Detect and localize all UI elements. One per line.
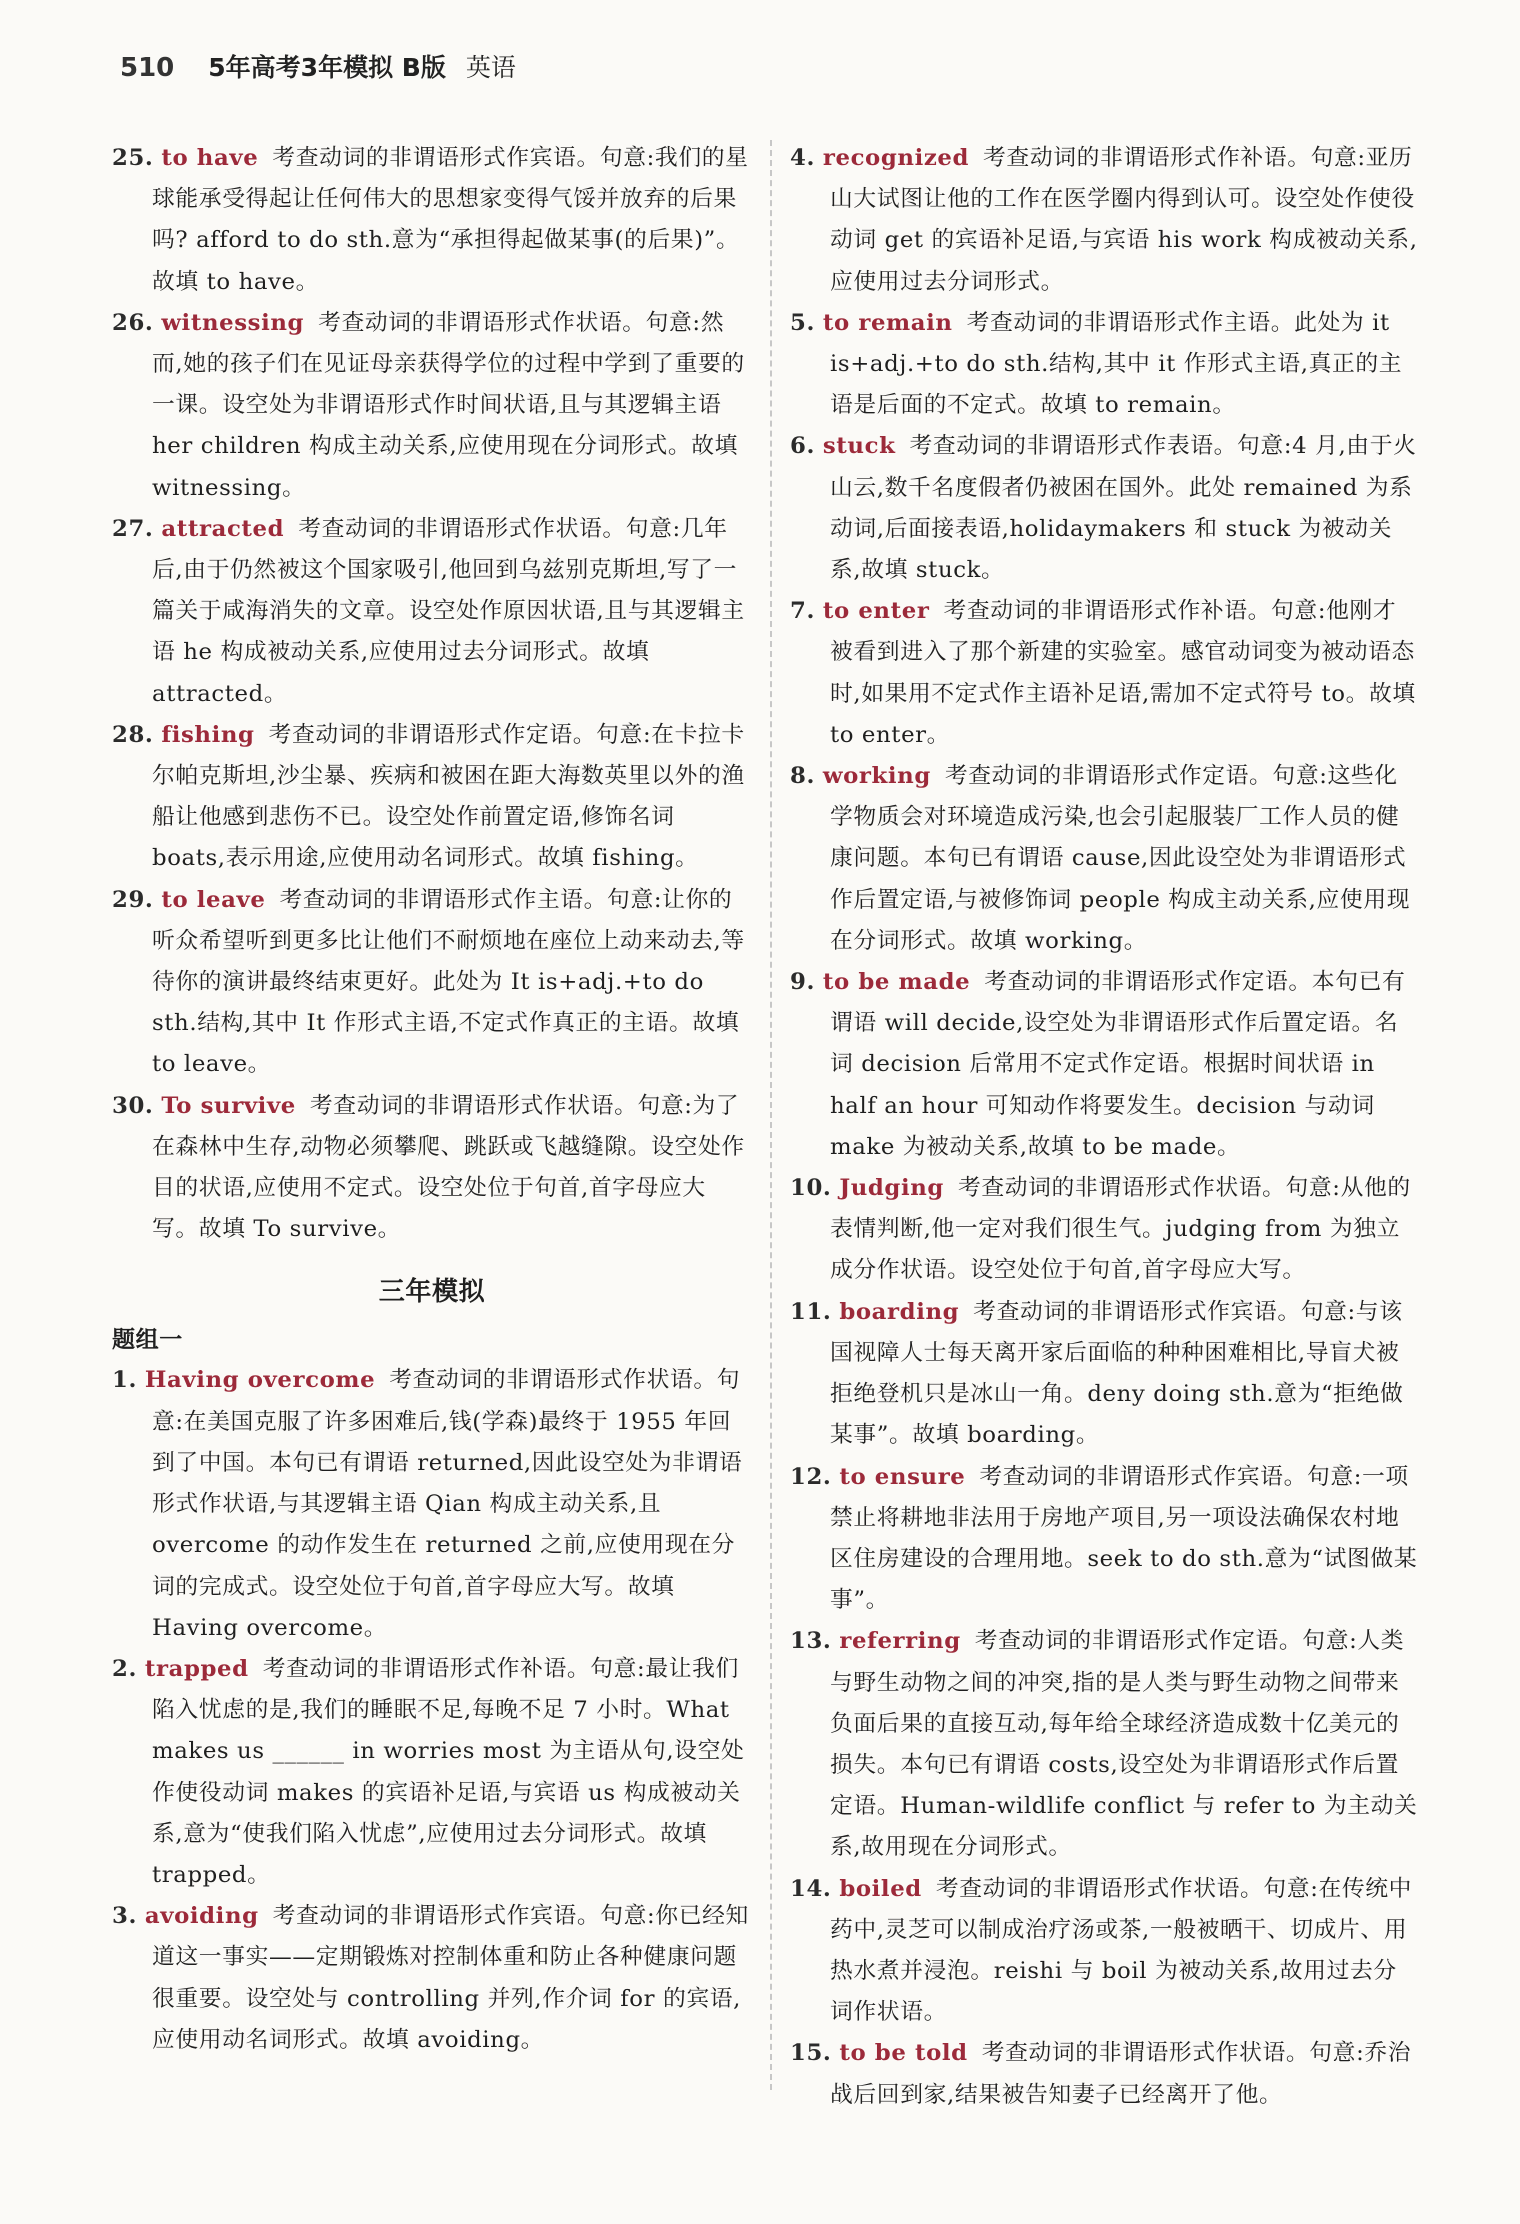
answer-item bbox=[112, 1896, 752, 2061]
answer-item bbox=[112, 509, 752, 715]
answer-item bbox=[112, 138, 752, 303]
answer-item bbox=[790, 962, 1418, 1168]
group-title: 题组一 bbox=[112, 1327, 183, 1354]
item-number: 30. bbox=[112, 1092, 154, 1119]
item-number: 13. bbox=[790, 1628, 832, 1655]
item-number: 28. bbox=[112, 721, 154, 748]
book-subject: 英语 bbox=[465, 53, 516, 82]
item-number: 3. bbox=[112, 1903, 137, 1930]
item-answer: to ensure bbox=[839, 1463, 966, 1490]
item-explanation: 考查动词的非谓语形式作表语。句意:4 月,由于火山云,数千名度假者仍被困在国外。此处 remained 为系动词,后面接表语,holidaymakers 和 stuck 为被动关系,故填 stuck。 bbox=[830, 433, 1417, 584]
item-explanation: 考查动词的非谓语形式作定语。句意:人类与野生动物之间的冲突,指的是人类与野生动物之间带来负面后果的直接互动,每年给全球经济造成数十亿美元的损失。本句已有谓语 costs,设空处为非谓语形式作后置定语。Human-wildlife conflict 与 refer to 为主动关系,故用现在分词形式。 bbox=[830, 1628, 1418, 1861]
item-explanation: 考查动词的非谓语形式作定语。句意:在卡拉卡尔帕克斯坦,沙尘暴、疾病和被困在距大海数英里以外的渔船让他感到悲伤不已。设空处作前置定语,修饰名词 boats,表示用途,应使用动名词形式。故填 fishing。 bbox=[152, 721, 745, 872]
item-answer: referring bbox=[839, 1628, 961, 1655]
item-explanation: 考查动词的非谓语形式作状语。句意:然而,她的孩子们在见证母亲获得学位的过程中学到了重要的一课。设空处为非谓语形式作时间状语,且与其逻辑主语 her children 构成主动关系,应使用现在分词形式。故填 witnessing。 bbox=[152, 309, 745, 501]
item-answer: avoiding bbox=[144, 1903, 259, 1930]
item-explanation: 考查动词的非谓语形式作状语。句意:在传统中药中,灵芝可以制成治疗汤或茶,一般被晒干、切成片、用热水煮并浸泡。reishi 与 boil 为被动关系,故用过去分词作状语。 bbox=[830, 1875, 1413, 2026]
answer-item bbox=[790, 591, 1418, 756]
answer-item bbox=[790, 1621, 1418, 1868]
answer-list-left bbox=[112, 138, 752, 1250]
item-explanation: 考查动词的非谓语形式作补语。句意:亚历山大试图让他的工作在医学圈内得到认可。设空处作使役动词 get 的宾语补足语,与宾语 his work 构成被动关系,应使用过去分词形式。 bbox=[830, 145, 1418, 295]
left-column bbox=[112, 138, 752, 2061]
answer-item bbox=[112, 1649, 752, 1896]
item-answer: working bbox=[822, 763, 931, 790]
answer-item bbox=[790, 756, 1418, 962]
item-explanation: 考查动词的非谓语形式作宾语。句意:与该国视障人士每天离开家后面临的种种困难相比,导盲犬被拒绝登机只是冰山一角。deny doing sth.意为“拒绝做某事”。故填 boarding。 bbox=[830, 1298, 1404, 1449]
answer-item bbox=[790, 426, 1418, 591]
answer-item bbox=[112, 303, 752, 509]
item-answer: to leave bbox=[161, 886, 266, 913]
item-number: 25. bbox=[112, 145, 154, 171]
item-answer: trapped bbox=[144, 1655, 249, 1682]
item-explanation: 考查动词的非谓语形式作宾语。句意:你已经知道这一事实——定期锻炼对控制体重和防止各种健康问题很重要。设空处与 controlling 并列,作介词 for 的宾语,应使用动名词形式。故填 avoiding。 bbox=[152, 1903, 749, 2053]
item-answer: To survive bbox=[161, 1092, 296, 1119]
answer-item bbox=[112, 880, 752, 1086]
item-explanation: 考查动词的非谓语形式作定语。句意:这些化学物质会对环境造成污染,也会引起服装厂工作人员的健康问题。本句已有谓语 cause,因此设空处为非谓语形式作后置定语,与被修饰词 people 构成主动关系,应使用现在分词形式。故填 working。 bbox=[830, 763, 1411, 954]
item-explanation: 考查动词的非谓语形式作状语。句意:乔治战后回到家,结果被告知妻子已经离开了他。 bbox=[830, 2040, 1412, 2108]
item-explanation: 考查动词的非谓语形式作宾语。句意:我们的星球能承受得起让任何伟大的思想家变得气馁并放弃的后果吗? afford to do sth.意为“承担得起做某事(的后果)”。故填 to have。 bbox=[152, 145, 749, 295]
right-column bbox=[790, 138, 1418, 2116]
item-answer: Having overcome bbox=[144, 1367, 376, 1394]
answer-item bbox=[790, 1292, 1418, 1457]
answer-item bbox=[790, 1457, 1418, 1622]
answer-item bbox=[790, 303, 1418, 427]
item-number: 15. bbox=[790, 2040, 832, 2067]
item-explanation: 考查动词的非谓语形式作宾语。句意:一项禁止将耕地非法用于房地产项目,另一项设法确保农村地区住房建设的合理用地。seek to do sth.意为“试图做某事”。 bbox=[830, 1463, 1418, 1614]
item-number: 10. bbox=[790, 1175, 832, 1202]
item-number: 4. bbox=[790, 145, 815, 171]
item-answer: to have bbox=[161, 145, 259, 171]
answer-item bbox=[790, 1869, 1418, 2034]
column-divider bbox=[770, 140, 772, 2090]
item-answer: boiled bbox=[839, 1875, 922, 1902]
item-number: 1. bbox=[112, 1367, 137, 1394]
answer-item bbox=[112, 1086, 752, 1251]
item-answer: attracted bbox=[161, 515, 285, 542]
answer-list-right bbox=[790, 138, 1418, 2116]
item-number: 26. bbox=[112, 309, 154, 336]
page-number: 510 bbox=[120, 53, 175, 83]
item-number: 29. bbox=[112, 886, 154, 913]
item-answer: boarding bbox=[839, 1298, 960, 1325]
answer-item bbox=[112, 1360, 752, 1648]
item-answer: witnessing bbox=[161, 309, 305, 336]
item-explanation: 考查动词的非谓语形式作主语。句意:让你的听众希望听到更多比让他们不耐烦地在座位上动来动去,等待你的演讲最终结束更好。此处为 It is+adj.+to do sth.结构,其中 It 作形式主语,不定式作真正的主语。故填 to leave。 bbox=[152, 886, 745, 1078]
item-answer: recognized bbox=[822, 145, 970, 171]
item-number: 6. bbox=[790, 433, 815, 460]
item-answer: stuck bbox=[822, 433, 896, 460]
answer-item bbox=[112, 715, 752, 880]
item-explanation: 考查动词的非谓语形式作状语。句意:从他的表情判断,他一定对我们很生气。judging from 为独立成分作状语。设空处位于句首,首字母应大写。 bbox=[830, 1175, 1411, 1284]
item-explanation: 考查动词的非谓语形式作定语。本句已有谓语 will decide,设空处为非谓语形式作后置定语。名词 decision 后常用不定式作定语。根据时间状语 in half an hour 可知动作将要发生。decision 与动词 make 为被动关系,故填 to be made。 bbox=[830, 969, 1406, 1160]
item-explanation: 考查动词的非谓语形式作状语。句意:几年后,由于仍然被这个国家吸引,他回到乌兹别克斯坦,写了一篇关于咸海消失的文章。设空处作原因状语,且与其逻辑主语 he 构成被动关系,应使用过去分词形式。故填 attracted。 bbox=[152, 515, 745, 707]
answer-item bbox=[790, 138, 1418, 303]
item-number: 14. bbox=[790, 1875, 832, 1902]
item-explanation: 考查动词的非谓语形式作补语。句意:最让我们陷入忧虑的是,我们的睡眠不足,每晚不足 7 小时。What makes us ______ in worries most 为主语从句,设空处作使役动词 makes 的宾语补足语,与宾语 us 构成被动关系,意为“使我们陷入忧虑”,应使用过去分词形式。故填 trapped。 bbox=[152, 1655, 745, 1888]
answer-list-group bbox=[112, 1360, 752, 2060]
item-answer: to be made bbox=[822, 969, 971, 996]
item-number: 8. bbox=[790, 763, 815, 790]
item-explanation: 考查动词的非谓语形式作状语。句意:为了在森林中生存,动物必须攀爬、跳跃或飞越缝隙。设空处作目的状语,应使用不定式。设空处位于句首,首字母应大写。故填 To survive。 bbox=[152, 1092, 745, 1243]
item-number: 5. bbox=[790, 309, 815, 336]
item-answer: to remain bbox=[822, 309, 953, 336]
item-number: 11. bbox=[790, 1298, 832, 1325]
item-answer: Judging bbox=[839, 1175, 944, 1202]
answer-item bbox=[790, 1168, 1418, 1292]
item-explanation: 考查动词的非谓语形式作主语。此处为 it is+adj.+to do sth.结构,其中 it 作形式主语,真正的主语是后面的不定式。故填 to remain。 bbox=[830, 309, 1403, 419]
page-header bbox=[120, 48, 516, 98]
item-number: 7. bbox=[790, 598, 815, 625]
item-answer: to be told bbox=[839, 2040, 968, 2067]
item-explanation: 考查动词的非谓语形式作状语。句意:在美国克服了许多困难后,钱(学森)最终于 1955 年回到了中国。本句已有谓语 returned,因此设空处为非谓语形式作状语,与其逻辑主语 Qian 构成主动关系,且 overcome 的动作发生在 returned 之前,应使用现在分词的完成式。设空处位于句首,首字母应大写。故填 Having overcome。 bbox=[152, 1367, 743, 1641]
item-number: 2. bbox=[112, 1655, 137, 1682]
answer-item bbox=[790, 2033, 1418, 2115]
item-answer: to enter bbox=[822, 598, 930, 625]
book-title: 5年高考3年模拟 B版 bbox=[208, 53, 446, 82]
item-explanation: 考查动词的非谓语形式作补语。句意:他刚才被看到进入了那个新建的实验室。感官动词变为被动语态时,如果用不定式作主语补足语,需加不定式符号 to。故填 to enter。 bbox=[830, 598, 1416, 748]
item-answer: fishing bbox=[161, 721, 255, 748]
item-number: 9. bbox=[790, 969, 815, 996]
section-title: 三年模拟 bbox=[378, 1277, 486, 1308]
item-number: 12. bbox=[790, 1463, 832, 1490]
item-number: 27. bbox=[112, 515, 154, 542]
